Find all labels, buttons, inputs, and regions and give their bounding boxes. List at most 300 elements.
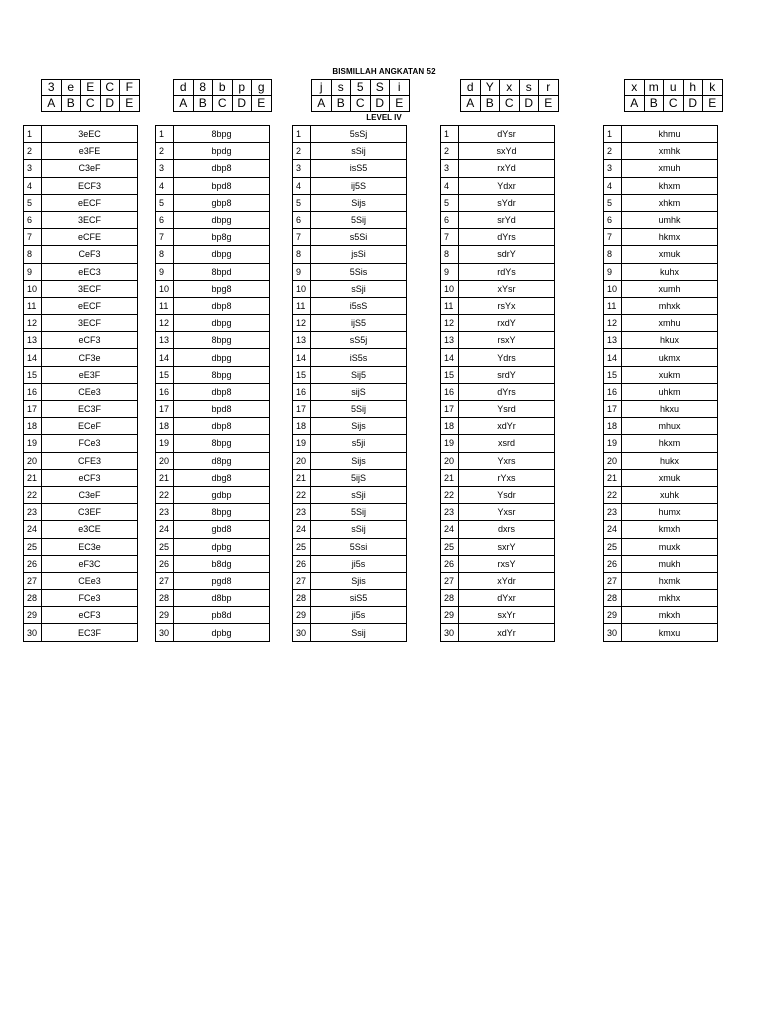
key-letter: C bbox=[351, 96, 371, 112]
row-number: 26 bbox=[24, 555, 42, 572]
key-symbol: e bbox=[61, 80, 81, 96]
row-code: sSij bbox=[311, 143, 407, 160]
row-number: 18 bbox=[293, 418, 311, 435]
key-symbol: u bbox=[664, 80, 684, 96]
row-code: kuhx bbox=[622, 263, 718, 280]
row-number: 8 bbox=[604, 246, 622, 263]
row-number: 22 bbox=[293, 486, 311, 503]
row-code: dbg8 bbox=[174, 469, 270, 486]
table-row bbox=[156, 452, 270, 469]
table-row bbox=[156, 126, 270, 143]
row-number: 17 bbox=[441, 401, 459, 418]
row-code: dxrs bbox=[459, 521, 555, 538]
table-row bbox=[24, 469, 138, 486]
row-number: 7 bbox=[156, 229, 174, 246]
row-code: CEe3 bbox=[42, 572, 138, 589]
table-row bbox=[604, 590, 718, 607]
row-code: eF3C bbox=[42, 555, 138, 572]
key-letter: D bbox=[519, 96, 539, 112]
table-row bbox=[441, 590, 555, 607]
table-row bbox=[156, 280, 270, 297]
row-number: 10 bbox=[604, 280, 622, 297]
row-code: humx bbox=[622, 504, 718, 521]
row-number: 27 bbox=[293, 572, 311, 589]
table-row bbox=[441, 126, 555, 143]
row-code: Sijs bbox=[311, 194, 407, 211]
row-number: 23 bbox=[441, 504, 459, 521]
row-number: 15 bbox=[604, 366, 622, 383]
row-code: dbp8 bbox=[174, 418, 270, 435]
row-code: 5Ssi bbox=[311, 538, 407, 555]
row-number: 24 bbox=[293, 521, 311, 538]
table-row bbox=[293, 452, 407, 469]
table-row bbox=[156, 504, 270, 521]
key-letter: B bbox=[480, 96, 500, 112]
row-number: 1 bbox=[293, 126, 311, 143]
row-code: eCF3 bbox=[42, 469, 138, 486]
row-number: 24 bbox=[24, 521, 42, 538]
row-number: 8 bbox=[441, 246, 459, 263]
row-number: 9 bbox=[24, 263, 42, 280]
row-number: 2 bbox=[604, 143, 622, 160]
key-letter: C bbox=[81, 96, 101, 112]
row-code: 3ECF bbox=[42, 280, 138, 297]
row-number: 30 bbox=[24, 624, 42, 641]
table-row bbox=[604, 315, 718, 332]
table-row bbox=[441, 349, 555, 366]
table-row bbox=[24, 504, 138, 521]
key-letter: B bbox=[61, 96, 81, 112]
row-number: 30 bbox=[293, 624, 311, 641]
row-code: 8bpg bbox=[174, 366, 270, 383]
table-row bbox=[604, 126, 718, 143]
table-row bbox=[24, 160, 138, 177]
row-code: FCe3 bbox=[42, 590, 138, 607]
row-code: sijS bbox=[311, 383, 407, 400]
key-symbol: g bbox=[252, 80, 272, 96]
table-row bbox=[293, 246, 407, 263]
table-row bbox=[293, 469, 407, 486]
row-number: 20 bbox=[293, 452, 311, 469]
table-row bbox=[604, 504, 718, 521]
row-code: ijS5 bbox=[311, 315, 407, 332]
row-number: 22 bbox=[156, 486, 174, 503]
table-row bbox=[156, 349, 270, 366]
table-row bbox=[604, 572, 718, 589]
row-code: sSji bbox=[311, 280, 407, 297]
row-code: 5Sij bbox=[311, 211, 407, 228]
table-row bbox=[156, 160, 270, 177]
table-row bbox=[156, 366, 270, 383]
row-code: sS5j bbox=[311, 332, 407, 349]
table-row bbox=[441, 229, 555, 246]
row-number: 23 bbox=[604, 504, 622, 521]
row-number: 3 bbox=[441, 160, 459, 177]
row-code: mukh bbox=[622, 555, 718, 572]
row-code: xYdr bbox=[459, 572, 555, 589]
row-code: rxYd bbox=[459, 160, 555, 177]
row-code: Yxrs bbox=[459, 452, 555, 469]
row-number: 21 bbox=[156, 469, 174, 486]
table-row bbox=[156, 469, 270, 486]
row-code: b8dg bbox=[174, 555, 270, 572]
key-letter-row bbox=[312, 96, 410, 112]
row-number: 4 bbox=[604, 177, 622, 194]
row-number: 21 bbox=[441, 469, 459, 486]
row-code: khxm bbox=[622, 177, 718, 194]
table-row bbox=[441, 332, 555, 349]
row-number: 27 bbox=[441, 572, 459, 589]
table-row bbox=[441, 624, 555, 641]
key-letter: E bbox=[539, 96, 559, 112]
key-table bbox=[41, 79, 140, 112]
row-number: 5 bbox=[441, 194, 459, 211]
row-code: rsxY bbox=[459, 332, 555, 349]
table-row bbox=[156, 538, 270, 555]
table-row bbox=[24, 401, 138, 418]
row-code: eCFE bbox=[42, 229, 138, 246]
row-code: 5ijS bbox=[311, 469, 407, 486]
row-number: 7 bbox=[604, 229, 622, 246]
row-code: 3ECF bbox=[42, 315, 138, 332]
row-code: Ydrs bbox=[459, 349, 555, 366]
table-row bbox=[156, 555, 270, 572]
table-row bbox=[441, 160, 555, 177]
row-number: 20 bbox=[24, 452, 42, 469]
row-number: 23 bbox=[293, 504, 311, 521]
row-number: 28 bbox=[441, 590, 459, 607]
table-row bbox=[156, 401, 270, 418]
table-row bbox=[441, 504, 555, 521]
row-number: 1 bbox=[604, 126, 622, 143]
table-row bbox=[293, 624, 407, 641]
table-row bbox=[293, 555, 407, 572]
row-code: i5sS bbox=[311, 297, 407, 314]
table-row bbox=[293, 315, 407, 332]
key-symbol: r bbox=[539, 80, 559, 96]
row-code: s5ji bbox=[311, 435, 407, 452]
table-row bbox=[441, 194, 555, 211]
row-number: 30 bbox=[156, 624, 174, 641]
table-row bbox=[441, 383, 555, 400]
key-symbol: s bbox=[331, 80, 351, 96]
key-symbol: i bbox=[390, 80, 410, 96]
key-symbol: Y bbox=[480, 80, 500, 96]
row-code: e3FE bbox=[42, 143, 138, 160]
key-letter: E bbox=[390, 96, 410, 112]
key-symbol: S bbox=[370, 80, 390, 96]
row-code: gbd8 bbox=[174, 521, 270, 538]
row-code: xmhu bbox=[622, 315, 718, 332]
row-number: 25 bbox=[24, 538, 42, 555]
row-code: dbp8 bbox=[174, 383, 270, 400]
row-code: pb8d bbox=[174, 607, 270, 624]
row-code: iS5s bbox=[311, 349, 407, 366]
table-row bbox=[293, 538, 407, 555]
row-code: xsrd bbox=[459, 435, 555, 452]
row-number: 18 bbox=[604, 418, 622, 435]
row-number: 12 bbox=[293, 315, 311, 332]
question-list bbox=[292, 125, 407, 642]
row-number: 25 bbox=[604, 538, 622, 555]
key-symbol: k bbox=[703, 80, 723, 96]
row-code: dbp8 bbox=[174, 297, 270, 314]
row-number: 9 bbox=[293, 263, 311, 280]
row-code: mkhx bbox=[622, 590, 718, 607]
table-row bbox=[156, 143, 270, 160]
row-code: bpd8 bbox=[174, 401, 270, 418]
table-row bbox=[24, 418, 138, 435]
row-code: dbpg bbox=[174, 246, 270, 263]
table-row bbox=[441, 572, 555, 589]
key-table bbox=[460, 79, 559, 112]
table-row bbox=[604, 246, 718, 263]
row-number: 9 bbox=[441, 263, 459, 280]
row-code: 3ECF bbox=[42, 211, 138, 228]
row-code: ukmx bbox=[622, 349, 718, 366]
row-code: d8bp bbox=[174, 590, 270, 607]
row-code: eECF bbox=[42, 194, 138, 211]
row-code: dpbg bbox=[174, 538, 270, 555]
row-code: EC3e bbox=[42, 538, 138, 555]
row-code: xYsr bbox=[459, 280, 555, 297]
row-number: 1 bbox=[24, 126, 42, 143]
table-row bbox=[24, 263, 138, 280]
row-code: rsYx bbox=[459, 297, 555, 314]
row-number: 14 bbox=[156, 349, 174, 366]
row-code: dpbg bbox=[174, 624, 270, 641]
row-code: EC3F bbox=[42, 401, 138, 418]
row-code: Ydxr bbox=[459, 177, 555, 194]
row-code: 8bpg bbox=[174, 332, 270, 349]
table-row bbox=[441, 418, 555, 435]
row-number: 21 bbox=[293, 469, 311, 486]
row-code: xdYr bbox=[459, 418, 555, 435]
level-label: LEVEL IV bbox=[366, 113, 402, 122]
row-code: eE3F bbox=[42, 366, 138, 383]
row-number: 13 bbox=[24, 332, 42, 349]
row-number: 26 bbox=[293, 555, 311, 572]
row-code: xmhk bbox=[622, 143, 718, 160]
row-number: 11 bbox=[293, 297, 311, 314]
question-list bbox=[440, 125, 555, 642]
row-number: 9 bbox=[156, 263, 174, 280]
table-row bbox=[24, 555, 138, 572]
row-number: 2 bbox=[156, 143, 174, 160]
row-number: 19 bbox=[293, 435, 311, 452]
table-row bbox=[156, 229, 270, 246]
row-code: Ssij bbox=[311, 624, 407, 641]
row-code: muxk bbox=[622, 538, 718, 555]
table-row bbox=[441, 315, 555, 332]
table-row bbox=[293, 486, 407, 503]
row-code: C3eF bbox=[42, 486, 138, 503]
key-letter-row bbox=[174, 96, 272, 112]
row-number: 27 bbox=[604, 572, 622, 589]
row-code: ji5s bbox=[311, 607, 407, 624]
key-letter: E bbox=[252, 96, 272, 112]
row-number: 29 bbox=[24, 607, 42, 624]
row-number: 3 bbox=[156, 160, 174, 177]
key-symbol: 3 bbox=[42, 80, 62, 96]
key-symbol: F bbox=[120, 80, 140, 96]
table-row bbox=[24, 280, 138, 297]
row-number: 26 bbox=[604, 555, 622, 572]
key-symbol: d bbox=[461, 80, 481, 96]
table-row bbox=[156, 332, 270, 349]
row-code: 5Sij bbox=[311, 401, 407, 418]
table-row bbox=[24, 143, 138, 160]
key-letter: A bbox=[312, 96, 332, 112]
row-number: 15 bbox=[441, 366, 459, 383]
row-code: xmuk bbox=[622, 246, 718, 263]
table-row bbox=[441, 263, 555, 280]
row-number: 10 bbox=[24, 280, 42, 297]
table-row bbox=[24, 315, 138, 332]
row-number: 24 bbox=[441, 521, 459, 538]
row-number: 20 bbox=[156, 452, 174, 469]
row-code: bpg8 bbox=[174, 280, 270, 297]
row-code: sdrY bbox=[459, 246, 555, 263]
row-code: rdYs bbox=[459, 263, 555, 280]
row-number: 13 bbox=[293, 332, 311, 349]
row-number: 4 bbox=[156, 177, 174, 194]
row-number: 16 bbox=[24, 383, 42, 400]
question-list bbox=[23, 125, 138, 642]
row-number: 8 bbox=[293, 246, 311, 263]
row-code: srYd bbox=[459, 211, 555, 228]
row-number: 14 bbox=[441, 349, 459, 366]
row-code: FCe3 bbox=[42, 435, 138, 452]
table-row bbox=[24, 607, 138, 624]
row-number: 30 bbox=[441, 624, 459, 641]
key-symbol: C bbox=[100, 80, 120, 96]
row-code: rYxs bbox=[459, 469, 555, 486]
table-row bbox=[441, 538, 555, 555]
row-code: dYsr bbox=[459, 126, 555, 143]
table-row bbox=[293, 126, 407, 143]
row-code: e3CE bbox=[42, 521, 138, 538]
table-row bbox=[156, 590, 270, 607]
row-code: CF3e bbox=[42, 349, 138, 366]
table-row bbox=[156, 177, 270, 194]
row-code: sSji bbox=[311, 486, 407, 503]
row-number: 6 bbox=[604, 211, 622, 228]
key-letter-row bbox=[625, 96, 723, 112]
key-table bbox=[624, 79, 723, 112]
row-number: 7 bbox=[293, 229, 311, 246]
table-row bbox=[441, 469, 555, 486]
table-row bbox=[24, 297, 138, 314]
row-number: 12 bbox=[604, 315, 622, 332]
table-row bbox=[24, 521, 138, 538]
page-title: BISMILLAH ANGKATAN 52 bbox=[332, 67, 436, 76]
row-number: 29 bbox=[604, 607, 622, 624]
row-number: 24 bbox=[156, 521, 174, 538]
row-number: 12 bbox=[156, 315, 174, 332]
key-table bbox=[311, 79, 410, 112]
key-symbol: x bbox=[625, 80, 645, 96]
table-row bbox=[24, 452, 138, 469]
table-row bbox=[24, 435, 138, 452]
row-number: 19 bbox=[156, 435, 174, 452]
row-number: 2 bbox=[441, 143, 459, 160]
row-code: sxrY bbox=[459, 538, 555, 555]
row-number: 27 bbox=[156, 572, 174, 589]
table-row bbox=[24, 624, 138, 641]
row-number: 3 bbox=[604, 160, 622, 177]
row-code: EC3F bbox=[42, 624, 138, 641]
table-row bbox=[604, 332, 718, 349]
row-number: 11 bbox=[24, 297, 42, 314]
row-code: Sjis bbox=[311, 572, 407, 589]
row-code: kmxu bbox=[622, 624, 718, 641]
row-code: 3eEC bbox=[42, 126, 138, 143]
table-row bbox=[604, 607, 718, 624]
row-number: 21 bbox=[604, 469, 622, 486]
key-symbol: s bbox=[519, 80, 539, 96]
row-number: 1 bbox=[441, 126, 459, 143]
table-row bbox=[293, 194, 407, 211]
row-number: 15 bbox=[24, 366, 42, 383]
table-row bbox=[604, 194, 718, 211]
row-code: dbp8 bbox=[174, 160, 270, 177]
row-number: 24 bbox=[604, 521, 622, 538]
row-number: 10 bbox=[441, 280, 459, 297]
table-row bbox=[24, 349, 138, 366]
row-number: 28 bbox=[24, 590, 42, 607]
table-row bbox=[604, 280, 718, 297]
key-symbol: m bbox=[644, 80, 664, 96]
row-number: 7 bbox=[24, 229, 42, 246]
row-number: 10 bbox=[293, 280, 311, 297]
row-code: Ysdr bbox=[459, 486, 555, 503]
table-row bbox=[604, 538, 718, 555]
row-number: 30 bbox=[604, 624, 622, 641]
table-row bbox=[24, 590, 138, 607]
row-code: ECF3 bbox=[42, 177, 138, 194]
table-row bbox=[604, 211, 718, 228]
key-symbol: E bbox=[81, 80, 101, 96]
table-row bbox=[24, 177, 138, 194]
row-number: 5 bbox=[156, 194, 174, 211]
row-code: hxmk bbox=[622, 572, 718, 589]
key-letter: B bbox=[193, 96, 213, 112]
row-code: 8bpg bbox=[174, 504, 270, 521]
key-letter: C bbox=[664, 96, 684, 112]
row-code: 5Sis bbox=[311, 263, 407, 280]
row-code: sxYr bbox=[459, 607, 555, 624]
row-code: dbpg bbox=[174, 349, 270, 366]
table-row bbox=[24, 194, 138, 211]
row-code: gdbp bbox=[174, 486, 270, 503]
table-row bbox=[293, 143, 407, 160]
table-row bbox=[156, 315, 270, 332]
row-code: sxYd bbox=[459, 143, 555, 160]
row-number: 17 bbox=[24, 401, 42, 418]
row-number: 11 bbox=[156, 297, 174, 314]
row-code: xukm bbox=[622, 366, 718, 383]
table-row bbox=[604, 624, 718, 641]
key-symbol-row bbox=[625, 80, 723, 96]
table-row bbox=[24, 383, 138, 400]
row-code: srdY bbox=[459, 366, 555, 383]
row-code: xmuk bbox=[622, 469, 718, 486]
row-number: 7 bbox=[441, 229, 459, 246]
row-number: 22 bbox=[24, 486, 42, 503]
table-row bbox=[293, 504, 407, 521]
table-row bbox=[604, 143, 718, 160]
